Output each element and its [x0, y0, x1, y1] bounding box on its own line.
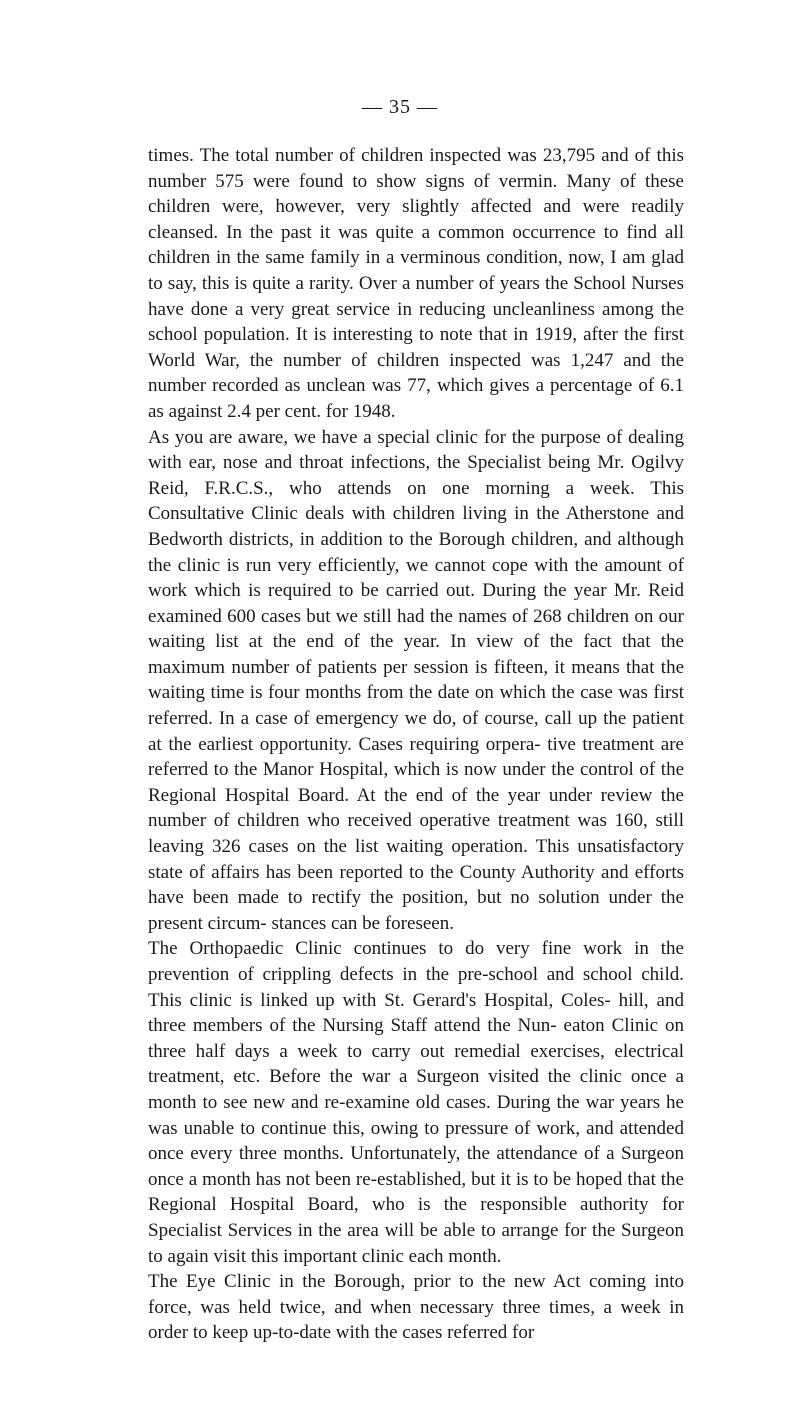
paragraph-vermin-inspection: times. The total number of children inspected was 23,795 and of this number 575 were found to show signs of vermin. Many of these children were, however, very slightly affected and were readily cleansed. In the past it was quite a common occurrence to find all children in the same family in a verminous condition, now, I am glad to say, this is quite a rarity. Over a number of years the School Nurses have done a very great service in reducing uncleanliness among the school population. It is interesting to note that in 1919, after the first World War, the number of children inspected was 1,247 and the number recorded as unclean was 77, which gives a percentage of 6.1 as against 2.4 per cent. for 1948.: [148, 145, 684, 422]
body-text: [148, 143, 684, 1346]
page-number: — 35 —: [362, 96, 438, 118]
paragraph-ent-clinic: As you are aware, we have a special clinic for the purpose of dealing with ear, nose and throat infections, the Specialist being Mr. Ogilvy Reid, F.R.C.S., who attends on one morning a week. This Consultative Clinic deals with children living in the Atherstone and Bedworth districts, in addition to the Borough children, and although the clinic is run very efficiently, we cannot cope with the amount of work which is required to be carried out. During the year Mr. Reid examined 600 cases but we still had the names of 268 children on our waiting list at the end of the year. In view of the fact that the maximum number of patients per session is fifteen, it means that the waiting time is four months from the date on which the case was first referred. In a case of emergency we do, of course, call up the patient at the earliest opportunity. Cases requiring orpera- tive treatment are referred to the Manor Hospital, which is now under the control of the Regional Hospital Board. At the end of the year under review the number of children who received operative treatment was 160, still leaving 326 cases on the list waiting operation. This unsatisfactory state of affairs has been reported to the County Authority and efforts have been made to rectify the position, but no solution under the present circum- stances can be foreseen.: [148, 426, 684, 934]
paragraph-eye-clinic: The Eye Clinic in the Borough, prior to the new Act coming into force, was held twice, and when necessary three times, a week in order to keep up-to-date with the cases referred for: [148, 1271, 684, 1344]
paragraph-orthopaedic-clinic: The Orthopaedic Clinic continues to do very fine work in the prevention of crippling defects in the pre-school and school child. This clinic is linked up with St. Gerard's Hospital, Coles- hill, and three members of the Nursing Staff attend the Nun- eaton Clinic on three half days a week to carry out remedial exercises, electrical treatment, etc. Before the war a Surgeon visited the clinic once a month to see new and re-examine old cases. During the war years he was unable to continue this, owing to pressure of work, and attended once every three months. Unfortunately, the attendance of a Surgeon once a month has not been re-established, but it is to be hoped that the Regional Hospital Board, who is the responsible authority for Specialist Services in the area will be able to arrange for the Surgeon to again visit this important clinic each month.: [148, 938, 684, 1267]
